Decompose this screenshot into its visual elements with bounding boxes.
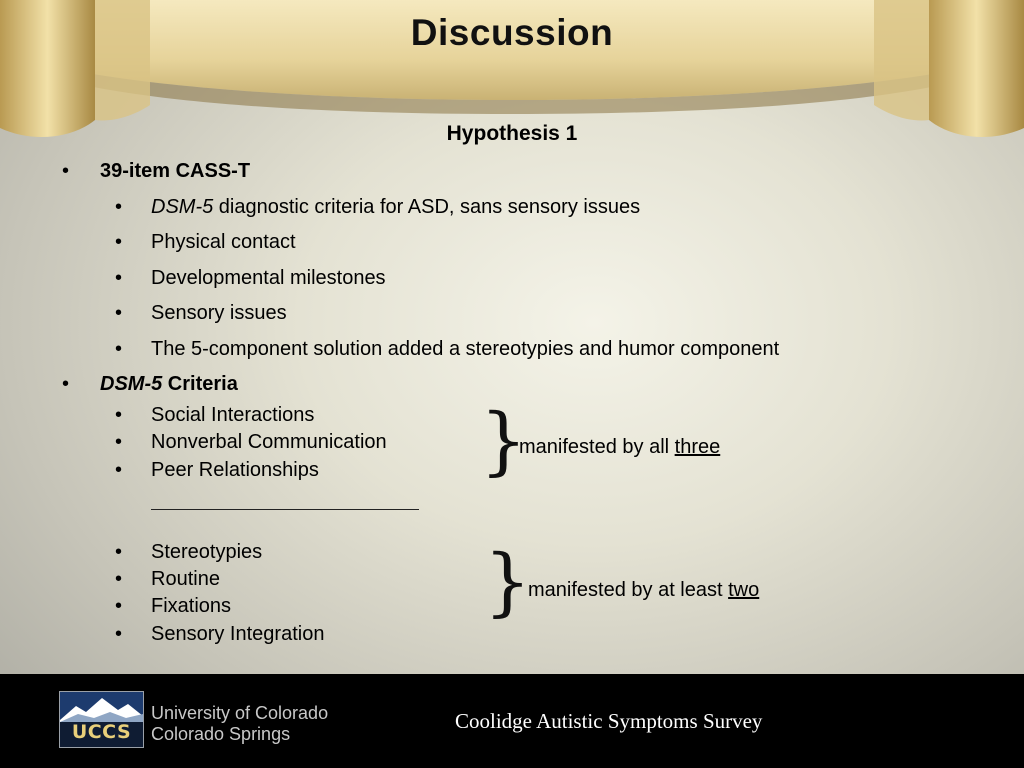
group-separator-line: [151, 509, 419, 510]
note-group-1-prefix: manifested by all: [519, 436, 675, 458]
note-group-2-prefix: manifested by at least: [528, 579, 729, 601]
uccs-logo: [59, 691, 144, 748]
footer-bar: [0, 674, 1024, 768]
bullet-dot: •: [115, 231, 123, 253]
bullet-dot: •: [115, 338, 123, 360]
slide-title: Discussion: [410, 12, 614, 53]
bullet-dot: •: [115, 595, 123, 617]
dsm5-criteria-label: Criteria: [162, 373, 238, 395]
bullet-dot: •: [115, 196, 123, 218]
note-group-1-emphasis: three: [674, 436, 721, 458]
university-name: [151, 703, 328, 745]
dsm5-criteria-italic: DSM-5: [100, 373, 163, 395]
mountain-icon: [60, 692, 143, 722]
brace-group-1: }: [480, 398, 528, 484]
criteria-item-label: Sensory Integration: [151, 623, 325, 645]
criteria-item-label: Routine: [151, 568, 220, 590]
university-line-2: Colorado Springs: [151, 724, 291, 744]
bullet-sensory-issues-label: Sensory issues: [151, 302, 287, 324]
criteria-item-label: Fixations: [151, 595, 232, 617]
criteria-item-label: Peer Relationships: [151, 459, 319, 481]
bullet-dot: •: [115, 459, 123, 481]
bullet-dot: •: [62, 160, 70, 182]
bullet-dot: •: [115, 267, 123, 289]
slide-subtitle: Hypothesis 1: [446, 122, 578, 145]
bullet-dot: •: [115, 431, 123, 453]
bullet-cass-t-label: 39-item CASS-T: [100, 160, 251, 182]
bullet-dot: •: [115, 404, 123, 426]
note-group-1: [519, 436, 720, 459]
bullet-physical-contact-label: Physical contact: [151, 231, 296, 253]
bullet-dot: •: [115, 568, 123, 590]
criteria-item-label: Stereotypies: [151, 541, 263, 563]
dsm5-italic: DSM-5: [151, 196, 214, 218]
note-group-2-emphasis: two: [728, 579, 760, 601]
criteria-item-label: Social Interactions: [151, 404, 315, 426]
brace-group-2: }: [484, 539, 532, 625]
dsm5-description: diagnostic criteria for ASD, sans sensory issues: [213, 196, 641, 218]
criteria-item-label: Nonverbal Communication: [151, 431, 387, 453]
bullet-dot: •: [62, 373, 70, 395]
university-line-1: University of Colorado: [151, 703, 329, 723]
uccs-logo-text: UCCS: [71, 721, 132, 743]
bullet-dot: •: [115, 541, 123, 563]
bullet-dot: •: [115, 623, 123, 645]
note-group-2: [528, 579, 759, 602]
survey-title: Coolidge Autistic Symptoms Survey: [455, 709, 763, 733]
bullet-dot: •: [115, 302, 123, 324]
bullet-developmental-milestones-label: Developmental milestones: [151, 267, 386, 289]
bullet-component-solution-label: The 5-component solution added a stereotypies and humor component: [151, 338, 780, 360]
